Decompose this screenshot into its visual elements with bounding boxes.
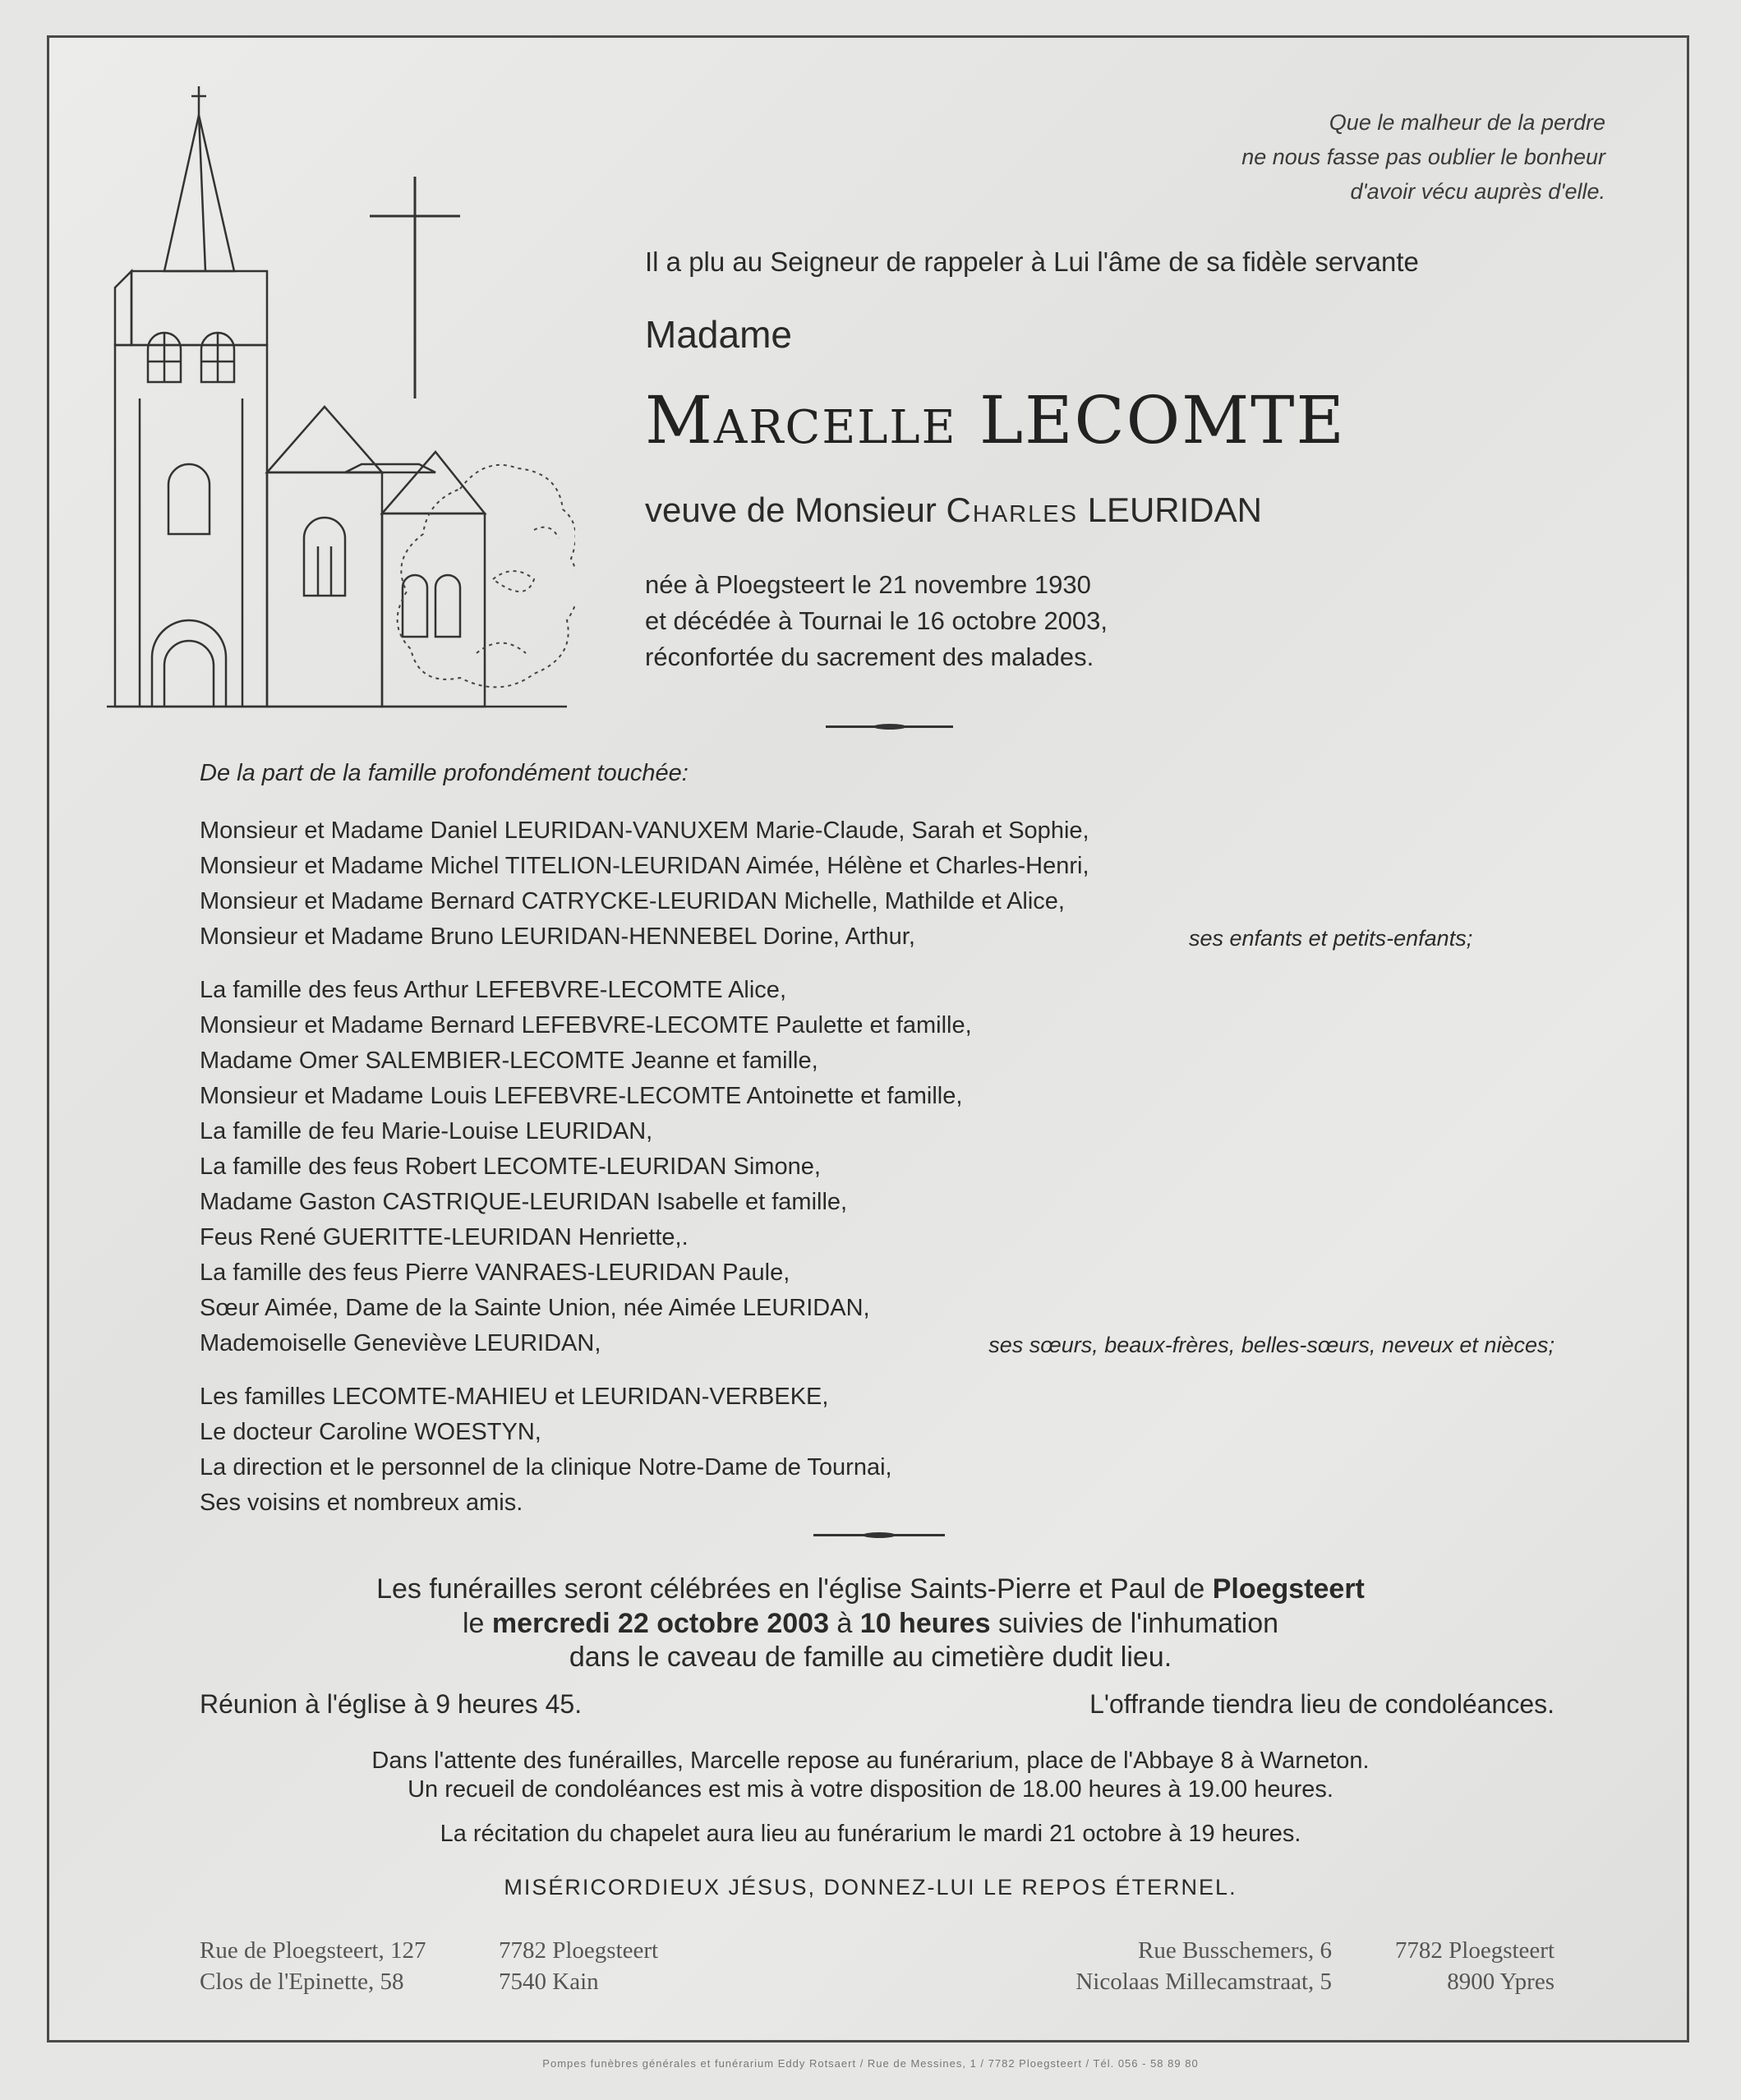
quote-line-1: Que le malheur de la perdre <box>1329 110 1605 135</box>
separator-1 <box>826 725 953 728</box>
address-left-2-street: Clos de l'Epinette, 58 <box>200 1969 404 1995</box>
family-line: Ses voisins et nombreux amis. <box>200 1490 523 1516</box>
family-line: Monsieur et Madame Bruno LEURIDAN-HENNEBEL Dorine, Arthur, <box>200 923 915 950</box>
family-line: Monsieur et Madame Michel TITELION-LEURIDAN Aimée, Hélène et Charles-Henri, <box>200 853 1089 879</box>
deceased-name <box>645 382 1346 458</box>
deceased-first-name: Marcelle <box>645 382 957 458</box>
footer-text: Pompes funèbres générales et funérarium Eddy Rotsaert / Rue de Messines, 1 / 7782 Ploegsteert / Tél. 056 - 58 89 80 <box>542 2057 1199 2070</box>
family-line: Monsieur et Madame Louis LEFEBVRE-LECOMTE Antoinette et famille, <box>200 1083 963 1109</box>
deceased-last-name: LECOMTE <box>979 382 1346 458</box>
birth-line-1: née à Ploegsteert le 21 novembre 1930 <box>645 570 1091 599</box>
role-children: ses enfants et petits-enfants; <box>1189 926 1473 951</box>
chapelet-text: La récitation du chapelet aura lieu au funérarium le mardi 21 octobre à 19 heures. <box>440 1821 1301 1847</box>
family-line: Monsieur et Madame Bernard CATRYCKE-LEURIDAN Michelle, Mathilde et Alice, <box>200 888 1065 914</box>
funeral-time: 10 heures <box>859 1608 991 1639</box>
family-intro: De la part de la famille profondément touchée: <box>200 760 689 786</box>
quote-line-2: ne nous fasse pas oublier le bonheur <box>1241 145 1605 169</box>
family-line: La famille de feu Marie-Louise LEURIDAN, <box>200 1118 653 1144</box>
family-line: Sœur Aimée, Dame de la Sainte Union, née Aimée LEURIDAN, <box>200 1295 870 1321</box>
funerarium-line-2: Un recueil de condoléances est mis à votre disposition de 18.00 heures à 19.00 heures. <box>408 1776 1333 1803</box>
widow-last-name: LEURIDAN <box>1087 490 1262 529</box>
church-illustration <box>107 86 575 711</box>
funeral-church: Les funérailles seront célébrées en l'église Saints-Pierre et Paul de <box>376 1573 1213 1605</box>
intro-text: Il a plu au Seigneur de rappeler à Lui l'âme de sa fidèle servante <box>645 246 1419 277</box>
offrande-text: L'offrande tiendra lieu de condoléances. <box>1089 1689 1554 1719</box>
address-left-1-street: Rue de Ploegsteert, 127 <box>200 1937 426 1964</box>
title-madame: Madame <box>645 313 792 356</box>
widow-line <box>645 490 1262 530</box>
family-line: Monsieur et Madame Bernard LEFEBVRE-LECOMTE Paulette et famille, <box>200 1012 972 1038</box>
quote-line-3: d'avoir vécu auprès d'elle. <box>1350 179 1605 204</box>
birth-line-2: et décédée à Tournai le 16 octobre 2003, <box>645 606 1108 635</box>
family-line: La famille des feus Arthur LEFEBVRE-LECOMTE Alice, <box>200 977 786 1003</box>
family-line: Mademoiselle Geneviève LEURIDAN, <box>200 1330 601 1356</box>
family-line: Monsieur et Madame Daniel LEURIDAN-VANUXEM Marie-Claude, Sarah et Sophie, <box>200 817 1089 844</box>
family-line: Feus René GUERITTE-LEURIDAN Henriette,. <box>200 1224 689 1250</box>
funeral-at: à <box>828 1608 860 1639</box>
reunion-text: Réunion à l'église à 9 heures 45. <box>200 1689 583 1719</box>
widow-prefix: veuve de Monsieur <box>645 490 946 529</box>
address-left-2-city: 7540 Kain <box>499 1969 599 1995</box>
family-line: La direction et le personnel de la clinique Notre-Dame de Tournai, <box>200 1454 892 1481</box>
birth-line-3: réconfortée du sacrement des malades. <box>645 642 1094 671</box>
family-line: La famille des feus Pierre VANRAES-LEURIDAN Paule, <box>200 1260 790 1286</box>
funeral-burial: suivies de l'inhumation <box>990 1608 1279 1639</box>
address-right-2-city: 8900 Ypres <box>1447 1969 1554 1995</box>
address-right-1-city: 7782 Ploegsteert <box>1394 1937 1554 1964</box>
prayer-text: MISÉRICORDIEUX JÉSUS, DONNEZ-LUI LE REPOS ÉTERNEL. <box>504 1875 1237 1900</box>
family-line: Les familles LECOMTE-MAHIEU et LEURIDAN-VERBEKE, <box>200 1384 829 1410</box>
separator-2 <box>813 1534 945 1536</box>
address-left-1-city: 7782 Ploegsteert <box>499 1937 659 1964</box>
address-right-1-street: Rue Busschemers, 6 <box>1138 1937 1332 1964</box>
role-siblings: ses sœurs, beaux-frères, belles-sœurs, neveux et nièces; <box>988 1333 1554 1357</box>
address-right-2-street: Nicolaas Millecamstraat, 5 <box>1075 1969 1332 1995</box>
funerarium-line-1: Dans l'attente des funérailles, Marcelle repose au funérarium, place de l'Abbaye 8 à Warneton. <box>371 1748 1370 1774</box>
funeral-prefix: le <box>462 1608 492 1639</box>
birth-details <box>645 567 1108 675</box>
widow-first-name: Charles <box>946 490 1078 529</box>
funeral-line-2 <box>0 1608 1741 1640</box>
family-line: Madame Gaston CASTRIQUE-LEURIDAN Isabelle et famille, <box>200 1189 848 1215</box>
family-line: Le docteur Caroline WOESTYN, <box>200 1419 541 1445</box>
funeral-line-3: dans le caveau de famille au cimetière dudit lieu. <box>569 1642 1172 1673</box>
family-line: Madame Omer SALEMBIER-LECOMTE Jeanne et famille, <box>200 1048 818 1074</box>
funeral-place: Ploegsteert <box>1212 1573 1365 1605</box>
funeral-date: mercredi 22 octobre 2003 <box>491 1608 829 1639</box>
funeral-line-1 <box>0 1573 1741 1605</box>
family-line: La famille des feus Robert LECOMTE-LEURIDAN Simone, <box>200 1154 821 1180</box>
